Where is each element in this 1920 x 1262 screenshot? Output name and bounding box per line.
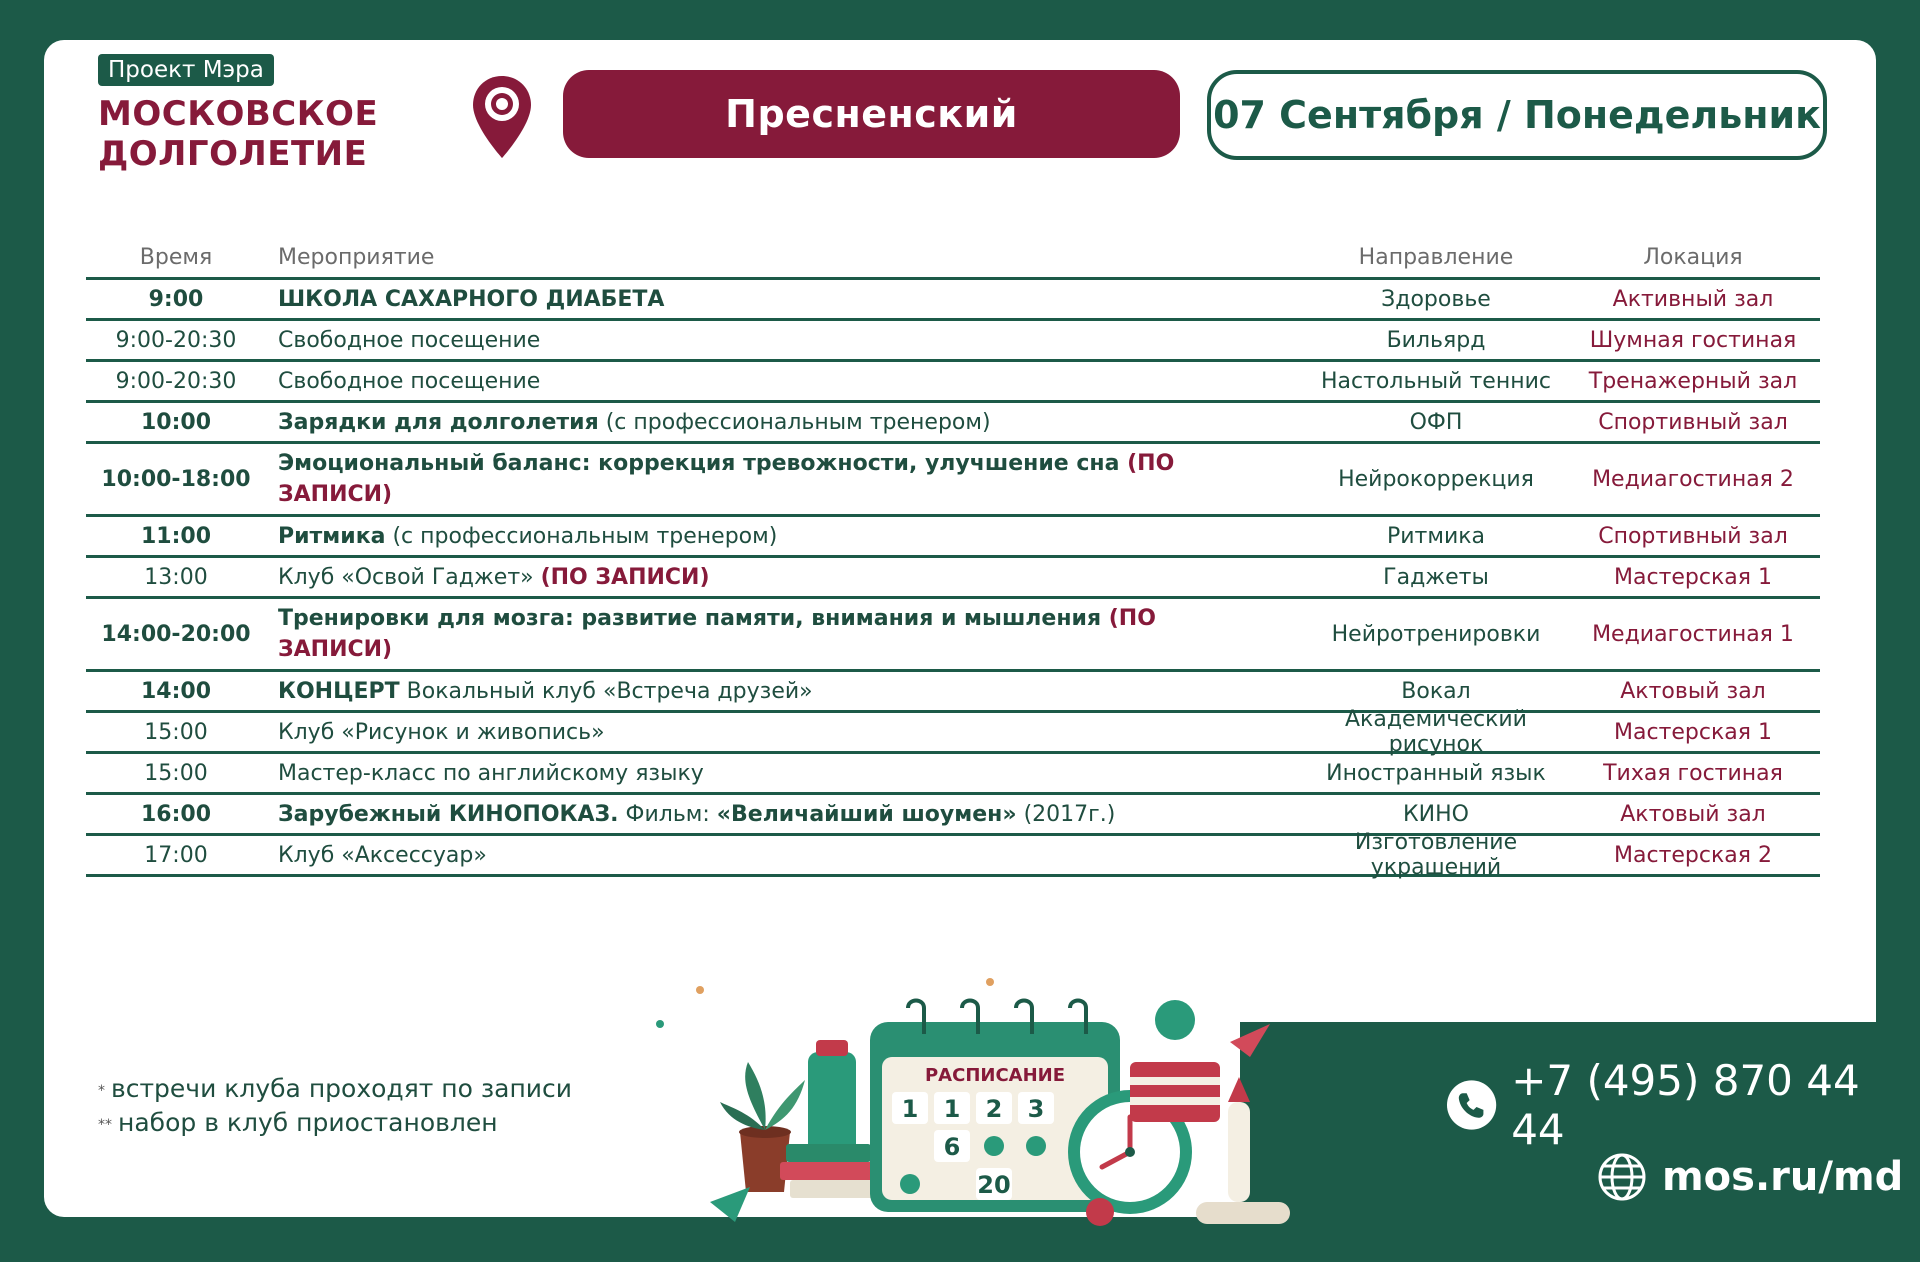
- cell-time: 17:00: [144, 842, 208, 868]
- header-event: Мероприятие: [278, 245, 435, 270]
- cal-cell-4: 3: [1027, 1095, 1045, 1123]
- table-row: [86, 321, 1820, 362]
- table-row: [86, 707, 1820, 757]
- cell-location: Спортивный зал: [1598, 409, 1788, 435]
- event-part-e2: Фильм:: [618, 801, 717, 827]
- phone-row: [1446, 1056, 1920, 1154]
- event-part-e1: КОНЦЕРТ: [278, 678, 400, 704]
- footnote-text-1: встречи клуба проходят по записи: [111, 1074, 573, 1103]
- table-row: [86, 754, 1820, 795]
- cell-direction: КИНО: [1403, 801, 1469, 827]
- cell-direction: Изготовление украшений: [1354, 830, 1518, 880]
- cell-location: Мастерская 2: [1614, 842, 1772, 868]
- event-part-e2: Клуб «Освой Гаджет»: [278, 564, 541, 590]
- cell-time: 13:00: [144, 564, 208, 590]
- cell-event: [266, 799, 1306, 830]
- cell-event: [266, 758, 1306, 789]
- cell-direction: Академический рисунок: [1345, 707, 1527, 757]
- event-part-e1: Зарядки для долголетия: [278, 409, 599, 435]
- header-location: Локация: [1643, 245, 1743, 270]
- cell-direction: Нейротренировки: [1331, 621, 1541, 647]
- table-row: [86, 558, 1820, 599]
- event-part-e1: Ритмика: [278, 523, 386, 549]
- cell-time: 14:00-20:00: [101, 621, 251, 647]
- event-part-e2: Свободное посещение: [278, 368, 541, 394]
- cell-direction: Гаджеты: [1383, 564, 1489, 590]
- cell-direction: Бильярд: [1386, 327, 1486, 353]
- table-row: [86, 280, 1820, 321]
- event-part-e4: «Величайший шоумен»: [716, 801, 1017, 827]
- cal-cell-1: 1: [901, 1095, 919, 1123]
- header-time: Время: [139, 245, 213, 270]
- globe-icon: [1596, 1151, 1648, 1203]
- footnotes: [98, 1072, 572, 1140]
- cell-location: Активный зал: [1612, 286, 1774, 312]
- event-part-e3: (ПО ЗАПИСИ): [540, 564, 710, 590]
- cell-location: Тихая гостиная: [1603, 760, 1783, 786]
- logo: [98, 54, 418, 174]
- event-part-e1: Зарубежный КИНОПОКАЗ.: [278, 801, 619, 827]
- cell-location: Мастерская 1: [1614, 564, 1772, 590]
- footnote-text-2: набор в клуб приостановлен: [118, 1108, 498, 1137]
- cell-time: 9:00-20:30: [115, 368, 237, 394]
- date-banner: 07 Сентября / Понедельник: [1207, 70, 1827, 160]
- event-part-e1: Тренировки для мозга: развитие памяти, внимания и мышления: [278, 606, 1109, 631]
- cal-cell-5: 6: [943, 1133, 961, 1161]
- cell-event: [266, 407, 1306, 438]
- cell-event: [266, 325, 1306, 356]
- table-header: [86, 238, 1820, 280]
- cell-direction: Здоровье: [1381, 286, 1491, 312]
- table-row: [86, 599, 1820, 672]
- cell-time: 10:00-18:00: [101, 466, 251, 492]
- web-row: [1446, 1146, 1920, 1208]
- contact-info: [1446, 1056, 1920, 1208]
- calendar-title: РАСПИСАНИЕ: [924, 1065, 1066, 1086]
- cell-time: 16:00: [140, 801, 212, 827]
- cell-location: Мастерская 1: [1614, 719, 1772, 745]
- cal-cell-6: 20: [977, 1171, 1011, 1199]
- footnote-mark-1: *: [98, 1083, 105, 1099]
- cell-event: [266, 284, 1306, 315]
- cell-direction: Ритмика: [1386, 523, 1486, 549]
- cell-time: 9:00: [148, 286, 204, 312]
- footnote-mark-2: **: [98, 1117, 112, 1133]
- location-pin-icon: [470, 74, 534, 160]
- cell-direction: Настольный теннис: [1321, 368, 1551, 394]
- cell-event: [266, 717, 1306, 748]
- event-part-e1: ШКОЛА САХАРНОГО ДИАБЕТА: [278, 286, 665, 312]
- event-part-e2: (с профессиональным тренером): [598, 409, 991, 435]
- event-part-e2: Свободное посещение: [278, 327, 541, 353]
- table-row: [86, 830, 1820, 880]
- cell-direction: Вокал: [1401, 678, 1471, 704]
- cell-time: 10:00: [140, 409, 212, 435]
- event-part-e2: Мастер-класс по английскому языку: [278, 760, 704, 786]
- header-direction: Направление: [1358, 245, 1514, 270]
- cell-event: [266, 366, 1306, 397]
- cal-cell-3: 2: [985, 1095, 1003, 1123]
- event-part-e2: Клуб «Аксессуар»: [278, 842, 487, 868]
- footnote-1: [98, 1072, 572, 1106]
- event-part-e2: Клуб «Рисунок и живопись»: [278, 719, 605, 745]
- event-part-e3: (ПО ЗАПИСИ): [278, 451, 1175, 507]
- event-part-e2: (с профессиональным тренером): [385, 523, 778, 549]
- cell-event: [266, 521, 1306, 552]
- cell-time: 11:00: [140, 523, 212, 549]
- cell-time: 14:00: [140, 678, 212, 704]
- cell-location: Медиагостиная 1: [1592, 621, 1794, 647]
- event-part-e2: Вокальный клуб «Встреча друзей»: [399, 678, 813, 704]
- table-row: [86, 444, 1820, 517]
- cell-event: [266, 603, 1306, 665]
- cell-location: Шумная гостиная: [1589, 327, 1797, 353]
- district-banner: Пресненский: [563, 70, 1180, 158]
- cell-direction: Нейрокоррекция: [1338, 466, 1534, 492]
- logo-line-2: ДОЛГОЛЕТИЕ: [98, 134, 368, 174]
- cell-time: 9:00-20:30: [115, 327, 237, 353]
- cell-event: [266, 840, 1306, 871]
- footnote-2: [98, 1106, 572, 1140]
- cell-time: 15:00: [144, 719, 208, 745]
- logo-tag: Проект Мэра: [98, 54, 274, 86]
- event-part-e5: (2017г.): [1016, 801, 1116, 827]
- table-row: [86, 403, 1820, 444]
- cell-location: Тренажерный зал: [1588, 368, 1798, 394]
- cell-location: Медиагостиная 2: [1592, 466, 1794, 492]
- event-part-e3: (ПО ЗАПИСИ): [278, 606, 1156, 662]
- cell-direction: ОФП: [1409, 409, 1463, 435]
- cal-cell-2: 1: [943, 1095, 961, 1123]
- cell-event: [266, 448, 1306, 510]
- cell-location: Актовый зал: [1620, 678, 1766, 704]
- schedule-table: [86, 238, 1820, 880]
- cell-event: [266, 562, 1306, 593]
- cell-location: Спортивный зал: [1598, 523, 1788, 549]
- cell-location: Актовый зал: [1620, 801, 1766, 827]
- phone-icon: [1446, 1079, 1497, 1131]
- schedule-illustration: [590, 962, 1290, 1232]
- cell-event: [266, 676, 1306, 707]
- table-row: [86, 517, 1820, 558]
- logo-line-1: МОСКОВСКОЕ: [98, 94, 379, 134]
- website-link[interactable]: mos.ru/md: [1662, 1154, 1904, 1200]
- cell-direction: Иностранный язык: [1326, 760, 1546, 786]
- table-row: [86, 362, 1820, 403]
- event-part-e1: Эмоциональный баланс: коррекция тревожности, улучшение сна: [278, 451, 1128, 476]
- phone-number[interactable]: +7 (495) 870 44 44: [1511, 1056, 1860, 1154]
- cell-time: 15:00: [144, 760, 208, 786]
